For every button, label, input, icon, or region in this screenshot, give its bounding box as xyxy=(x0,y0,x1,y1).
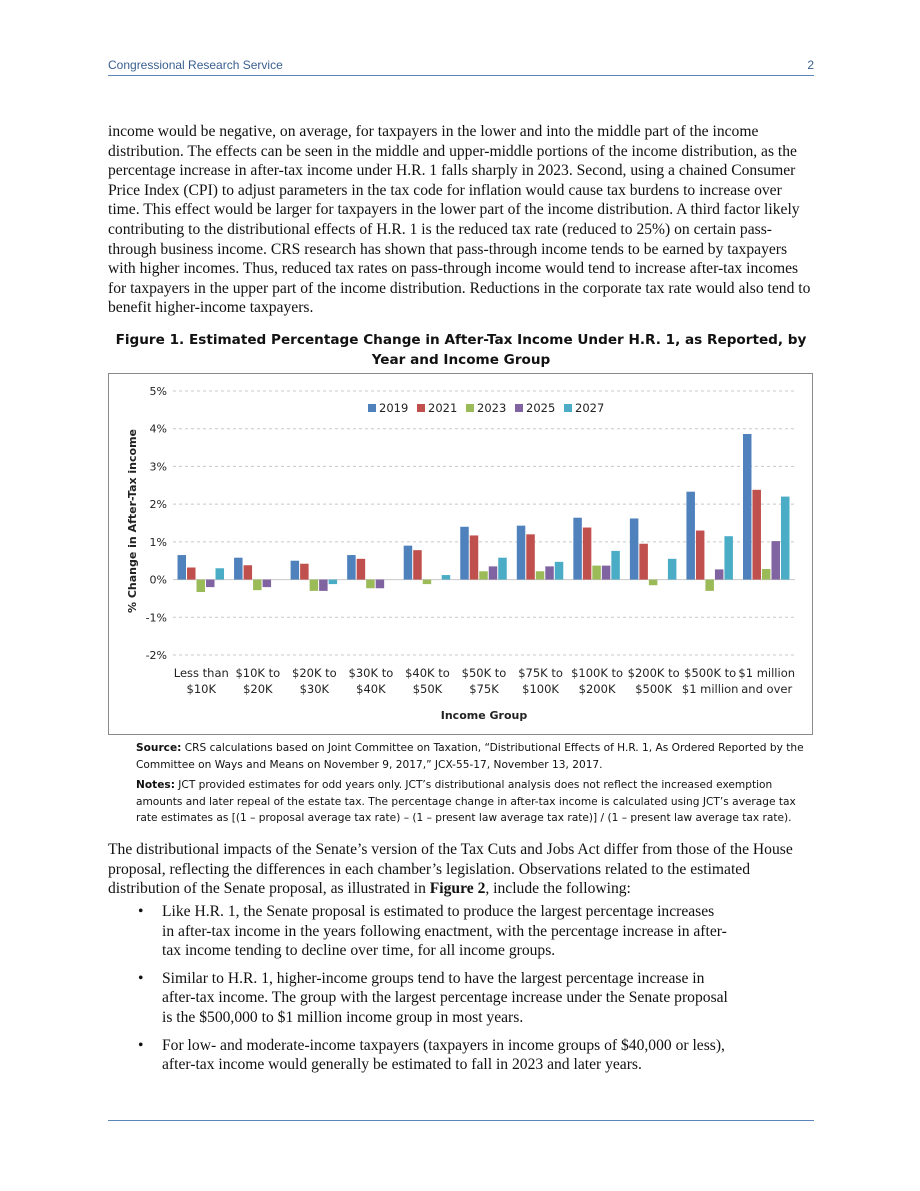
x-tick-label: $10K xyxy=(186,682,217,696)
x-tick-label: $50K to xyxy=(461,666,507,680)
x-tick-label: $20K xyxy=(243,682,273,696)
page-number: 2 xyxy=(807,58,814,72)
figure-source xyxy=(136,740,816,773)
x-tick-label: $30K to xyxy=(348,666,394,680)
bar xyxy=(244,565,253,579)
x-tick-label: $500K to xyxy=(684,666,737,680)
bullet-icon: • xyxy=(138,903,144,920)
legend-label: 2027 xyxy=(575,401,605,415)
bar xyxy=(489,566,498,579)
bar xyxy=(357,559,366,580)
x-tick-label: $100K to xyxy=(571,666,624,680)
x-tick-label: $30K xyxy=(299,682,330,696)
bar xyxy=(743,434,752,580)
legend-label: 2023 xyxy=(477,401,507,415)
bar xyxy=(291,561,300,580)
bar xyxy=(300,564,309,580)
bullet-icon: • xyxy=(138,1036,144,1054)
y-tick-label: 2% xyxy=(149,498,167,512)
bar xyxy=(187,568,196,580)
header-rule xyxy=(108,75,814,76)
x-tick-label: $10K to xyxy=(235,666,281,680)
bar xyxy=(366,580,375,589)
list-item xyxy=(108,969,808,1028)
figure-notes xyxy=(136,777,816,827)
bar xyxy=(329,580,338,585)
x-tick-label: and over xyxy=(741,682,793,696)
legend-label: 2019 xyxy=(379,401,409,415)
paragraph-1: income would be negative, on average, for taxpayers in the lower and into the middle part of the income distribution. The effects can be seen in the middle and upper-middle portions of the income distribution, as the percentage increase in after-tax income under H.R. 1 falls sharply in 2023. Second, using a chained Consumer Price Index (CPI) to adjust parameters in the tax code for inflation would cause tax burdens to increase over time. This effect would be larger for taxpayers in the lower part of the income distribution. A third factor likely contributing to the distributional effects of H.R. 1 is the reduced tax rate (reduced to 25%) on certain pass-through business income. CRS research has shown that pass-through income tends to be earned by taxpayers with higher incomes. Thus, reduced tax rates on pass-through income would tend to increase after-tax incomes for taxpayers in the upper part of the income distribution. Reductions in the corporate tax rate would also tend to benefit higher-income taxpayers. xyxy=(108,123,811,317)
bar xyxy=(423,580,432,585)
bar xyxy=(197,580,206,592)
x-tick-label: $1 million xyxy=(681,682,739,696)
bar xyxy=(404,546,413,580)
chart-frame xyxy=(108,373,813,735)
bar xyxy=(573,518,582,580)
list-item xyxy=(108,902,808,961)
bar xyxy=(592,566,601,580)
bar xyxy=(234,558,243,580)
y-tick-label: 3% xyxy=(149,460,167,474)
bar xyxy=(526,534,535,579)
notes-text: JCT provided estimates for odd years only. JCT’s distributional analysis does not reflect the increased exemption amounts and later repeal of the estate tax. The percentage change in after-tax income is calculated using JCT’s average tax rate estimates as [(1 – proposal average tax rate) – (1 – present law average tax rate)] / (1 – present law average tax rate). xyxy=(136,779,796,824)
legend-label: 2021 xyxy=(428,401,458,415)
list-item-text: For low- and moderate-income taxpayers (taxpayers in income groups of $40,000 or less), after-tax income would generally be estimated to fall in 2023 and later years. xyxy=(162,1036,725,1074)
bar xyxy=(696,531,705,580)
notes-label: Notes: xyxy=(136,779,175,791)
list-item-text: Like H.R. 1, the Senate proposal is estimated to produce the largest percentage increases in after-tax income in the years following enactment, with the percentage increase in after-tax income tending to decline over time, for all income groups. xyxy=(162,903,727,960)
x-tick-label: $40K xyxy=(356,682,386,696)
paragraph-2 xyxy=(108,840,814,899)
source-text: CRS calculations based on Joint Committee on Taxation, “Distributional Effects of H.R. 1, As Ordered Reported by the Committee on Ways and Means on November 9, 2017,” JCX-55-17, November 13, 2017. xyxy=(136,742,804,771)
bar xyxy=(253,580,262,591)
x-axis-label: Income Group xyxy=(440,709,528,722)
legend-swatch xyxy=(564,404,572,412)
x-tick-label: Less than xyxy=(173,666,229,680)
bar-chart xyxy=(109,374,812,734)
x-tick-label: $75K to xyxy=(518,666,563,680)
y-axis-label: % Change in After-Tax income xyxy=(126,428,139,614)
list-item xyxy=(108,1036,808,1075)
observation-list xyxy=(108,902,808,1083)
paragraph-2-before: The distributional impacts of the Senate’s version of the Tax Cuts and Jobs Act differ from those of the House proposal, reflecting the differences in each chamber’s legislation. Observations related to the estimated distribution of the Senate proposal, as illustrated in xyxy=(108,841,793,898)
legend-swatch xyxy=(417,404,425,412)
bullet-icon: • xyxy=(138,969,144,987)
legend-label: 2025 xyxy=(526,401,556,415)
figure-title: Figure 1. Estimated Percentage Change in After-Tax Income Under H.R. 1, as Reported, by Year and Income Group xyxy=(115,332,807,368)
bar xyxy=(752,490,761,580)
bar xyxy=(668,559,677,580)
bar xyxy=(319,580,328,591)
legend-swatch xyxy=(368,404,376,412)
bar xyxy=(602,566,611,580)
bar xyxy=(206,580,215,588)
bar xyxy=(630,518,639,579)
bar xyxy=(310,580,319,591)
bar xyxy=(216,568,225,579)
x-tick-label: $200K xyxy=(578,682,616,696)
bar xyxy=(498,558,507,580)
bar xyxy=(771,541,780,579)
bar xyxy=(460,527,469,580)
legend-swatch xyxy=(466,404,474,412)
bar xyxy=(555,562,564,580)
bar xyxy=(639,544,648,580)
y-tick-label: 5% xyxy=(149,385,167,398)
bar xyxy=(545,566,554,579)
bar xyxy=(413,550,422,579)
x-tick-label: $500K xyxy=(635,682,673,696)
x-tick-label: $100K xyxy=(522,682,559,696)
x-tick-label: $200K to xyxy=(627,666,680,680)
bar xyxy=(705,580,714,591)
bar xyxy=(649,580,658,586)
y-tick-label: 0% xyxy=(149,573,167,587)
y-tick-label: -1% xyxy=(145,611,167,625)
figure-2-reference[interactable]: Figure 2 xyxy=(429,880,486,898)
x-tick-label: $40K to xyxy=(405,666,450,680)
bar xyxy=(479,571,488,579)
x-tick-label: $20K to xyxy=(292,666,337,680)
y-tick-label: -2% xyxy=(145,649,167,662)
list-item-text: Similar to H.R. 1, higher-income groups tend to have the largest percentage increase in after-tax income. The group with the largest percentage increase under the Senate proposal is the $500,000 to $1 million income group in most years. xyxy=(162,969,728,1026)
bar xyxy=(611,551,620,580)
legend-swatch xyxy=(515,404,523,412)
bar xyxy=(442,575,451,580)
y-tick-label: 4% xyxy=(149,422,167,436)
paragraph-2-after: , include the following: xyxy=(485,880,631,898)
header-org: Congressional Research Service xyxy=(108,58,283,72)
bar xyxy=(263,580,272,588)
bar xyxy=(347,555,356,580)
x-tick-label: $50K xyxy=(412,682,443,696)
y-tick-label: 1% xyxy=(149,535,167,549)
x-tick-label: $1 million xyxy=(738,666,796,680)
footer-rule xyxy=(108,1120,814,1121)
bar xyxy=(686,492,695,580)
bar xyxy=(470,535,479,579)
bar xyxy=(781,497,790,580)
bar xyxy=(517,526,526,580)
bar xyxy=(583,528,592,580)
bar xyxy=(762,569,771,580)
x-tick-label: $75K xyxy=(469,682,499,696)
bar xyxy=(724,536,733,579)
bar xyxy=(536,571,545,579)
bar xyxy=(376,580,385,589)
source-label: Source: xyxy=(136,742,182,754)
page-header xyxy=(108,58,814,76)
bar xyxy=(178,555,187,580)
bar xyxy=(715,569,724,579)
